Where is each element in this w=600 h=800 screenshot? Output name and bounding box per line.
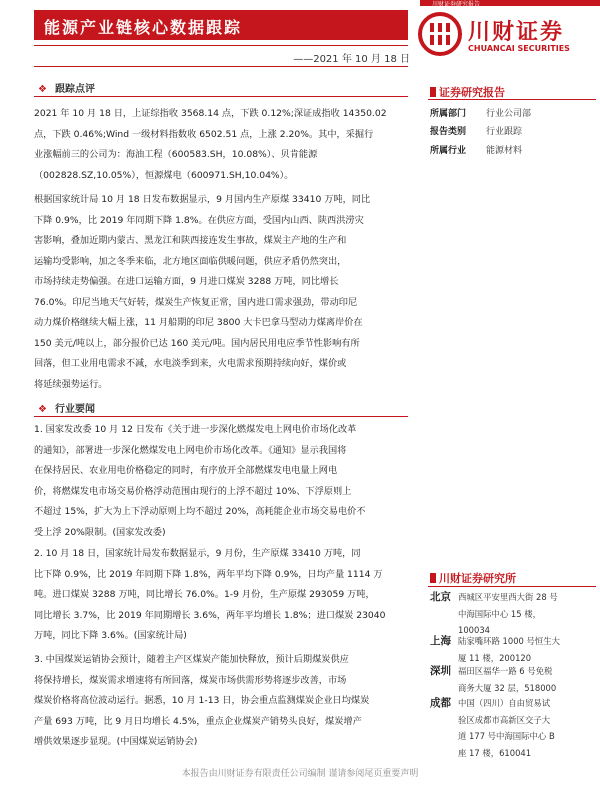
paragraph-line: 吨。进口煤炭 3288 万吨，同比增长 76.0%。1-9 月份，生产原煤 293059 万吨，	[34, 589, 375, 600]
report-title: 能源产业链核心数据跟踪	[44, 18, 243, 37]
paragraph-line: 不超过 15%，扩大为上下浮动原则上均不超过 20%，高耗能企业市场交易电价不	[34, 506, 366, 517]
paragraph-line: 价，将燃煤发电市场交易价格浮动范围由现行的上浮不超过 10%、下浮原则上	[34, 485, 352, 497]
diamond-icon: ❖	[38, 404, 47, 415]
paragraph-line: 根据国家统计局 10 月 18 日发布数据显示，9 月国内生产原煤 33410 万吨，同比	[34, 194, 371, 205]
office-chengdu	[430, 695, 598, 761]
paragraph-line: 回落，但工业用电需求不减，水电淡季到来，火电需求预期持续向好，煤价或	[34, 358, 347, 369]
meta-value: 行业公司部	[486, 109, 532, 119]
paragraph-line: 动力煤价格继续大幅上涨，11 月船期的印尼 3800 大卡巴拿马型动力煤离岸价在	[34, 317, 363, 328]
address-line: 商务大厦 32 层，518000	[458, 682, 557, 693]
meta-industry	[430, 143, 522, 156]
bullet-square-icon	[430, 87, 436, 97]
paragraph-line: 下降 0.9%，比 2019 年同期下降 1.8%。在供应方面，受国内山西、陕西洪涝灾	[34, 214, 364, 226]
paragraph-line: 的通知》，部署进一步深化燃煤发电上网电价市场化改革。《通知》显示我国将	[34, 444, 347, 456]
paragraph-line: 150 美元/吨以上，部分报价已达 160 美元/吨。国内居民用电应季节性影响有所	[34, 337, 360, 349]
news-item-1	[34, 420, 408, 543]
paragraph-line: 将保持增长，煤炭需求增速将有所回落，煤炭市场供需形势将逐步改善，市场	[34, 674, 347, 686]
top-strip-label: 川财证券研究报告	[432, 1, 481, 8]
address-line: 福田区福华一路 6 号免税	[458, 666, 553, 676]
office-city: 上海	[430, 635, 451, 647]
office-city: 北京	[430, 591, 451, 603]
meta-department	[430, 106, 531, 119]
paragraph-line: 76.0%。印尼当地天气好转，煤炭生产恢复正常，国内进口需求强劲，带动印尼	[34, 296, 358, 308]
office-city: 深圳	[430, 665, 451, 677]
office-shanghai	[430, 633, 598, 667]
section-heading-news	[38, 400, 95, 415]
paragraph-line: 2021 年 10 月 18 日，上证综指收 3568.14 点，下跌 0.12%;深证成指收 14350.02	[34, 108, 387, 119]
paragraph-line: 比下降 0.9%，比 2019 年同期下降 1.8%，两年平均下降 0.9%，日均产量 1114 万	[34, 568, 383, 580]
office-shenzhen	[430, 663, 598, 697]
bullet-square-icon	[430, 573, 436, 583]
meta-key: 所属行业	[430, 146, 467, 156]
address-line: 中海国际中心 15 楼，	[458, 608, 541, 619]
address-line: 中国（四川）自由贸易试	[458, 698, 551, 708]
office-address	[458, 589, 594, 639]
paragraph-line: （002828.SZ,10.05%），恒源煤电（600971.SH,10.04%）。	[34, 169, 294, 181]
sidebar-rule	[428, 99, 596, 100]
paragraph-line: 点，下跌 0.46%;Wind 一级材料指数收 6502.51 点，上涨 2.20%。其中，采掘行	[34, 128, 374, 140]
date-rule	[34, 66, 408, 67]
title-bar	[34, 10, 408, 40]
paragraph-line: 市场持续走势偏强。在进口运输方面，9 月进口煤炭 3288 万吨，同比增长	[34, 276, 339, 287]
sidebar-heading-text: 川财证券研究所	[439, 572, 516, 585]
section-rule	[34, 416, 408, 417]
coal-analysis-paragraph	[34, 190, 408, 395]
news-item-2	[34, 544, 408, 647]
brand-logo	[418, 12, 598, 60]
meta-key: 报告类别	[430, 127, 467, 137]
sidebar-heading-text: 证券研究报告	[439, 86, 505, 99]
office-city: 成都	[430, 697, 451, 709]
paragraph-line: 运输均受影响，加之冬季来临，北方地区面临供暖问题，供应矛盾仍然突出，	[34, 255, 347, 267]
report-date: ——2021 年 10 月 18 日	[293, 54, 410, 65]
section-rule	[34, 96, 408, 97]
chuancai-logo-icon	[418, 12, 462, 56]
sidebar-institute-heading	[430, 570, 516, 586]
office-address	[458, 695, 594, 761]
paragraph-line: 煤炭价格将高位波动运行。据悉，10 月 1-13 日，协会重点监测煤炭企业日均煤炭	[34, 695, 370, 706]
top-strip-left	[0, 0, 420, 6]
paragraph-line: 将延续强势运行。	[34, 378, 108, 390]
paragraph-line: 产量 693 万吨，比 9 月日均增长 4.5%，重点企业煤炭产销势头良好，煤炭增产	[34, 715, 362, 727]
paragraph-line: 受上浮 20%限制。(国家发改委)	[34, 526, 166, 538]
paragraph-line: 害影响，叠加近期内蒙古、黑龙江和陕西接连发生事故，煤炭主产地的生产和	[34, 235, 347, 246]
brand-name-cn: 川财证券	[468, 20, 565, 45]
paragraph-line: 万吨，同比下降 3.6%。(国家统计局)	[34, 630, 187, 641]
paragraph-line: 在保持居民、农业用电价格稳定的同时，有序放开全部燃煤发电电量上网电	[34, 465, 338, 476]
address-line: 陆家嘴环路 1000 号恒生大	[458, 636, 561, 646]
section-heading-text: 跟踪点评	[54, 84, 95, 95]
sidebar-report-heading	[430, 84, 505, 100]
section-heading-tracking	[38, 80, 95, 95]
address-line: 厦 11 楼，200120	[458, 652, 532, 663]
sidebar-rule	[428, 586, 596, 587]
office-address	[458, 633, 594, 666]
brand-name-en: CHUANCAI SECURITIES	[468, 44, 570, 53]
meta-report-type	[430, 124, 522, 137]
paragraph-line: 2. 10 月 18 日，国家统计局发布数据显示，9 月份，生产原煤 33410 万吨，同	[34, 548, 361, 559]
market-summary-paragraph	[34, 104, 408, 186]
meta-value: 行业跟踪	[486, 127, 523, 137]
office-beijing	[430, 589, 598, 639]
address-line: 道 177 号中海国际中心 B	[458, 731, 555, 741]
meta-value: 能源材料	[486, 146, 523, 156]
meta-key: 所属部门	[430, 109, 467, 119]
address-line: 座 17 楼，610041	[458, 747, 532, 758]
paragraph-line: 业涨幅前三的公司为：海油工程（600583.SH，10.08%）、贝肯能源	[34, 149, 318, 160]
title-rule	[34, 45, 408, 46]
page-footer: 本报告由川财证券有限责任公司编制 谨请参阅尾页重要声明	[181, 769, 419, 779]
paragraph-line: 1. 国家发改委 10 月 12 日发布《关于进一步深化燃煤发电上网电价市场化改革	[34, 424, 357, 435]
address-line: 西城区平安里西大街 28 号	[458, 592, 558, 602]
address-line: 验区成都市高新区交子大	[458, 714, 551, 725]
news-item-3	[34, 650, 408, 753]
address-line: 100034	[458, 625, 490, 635]
top-strip	[0, 0, 600, 6]
section-heading-text: 行业要闻	[54, 404, 95, 415]
office-address	[458, 663, 594, 696]
paragraph-line: 同比增长 3.7%，比 2019 年同期增长 3.6%，两年平均增长 1.8%；进口煤炭 23040	[34, 609, 386, 621]
diamond-icon: ❖	[38, 84, 47, 95]
paragraph-line: 增供效果逐步显现。(中国煤炭运销协会)	[34, 736, 198, 747]
paragraph-line: 3. 中国煤炭运销协会预计，随着主产区煤炭产能加快释放，预计后期煤炭供应	[34, 654, 349, 665]
